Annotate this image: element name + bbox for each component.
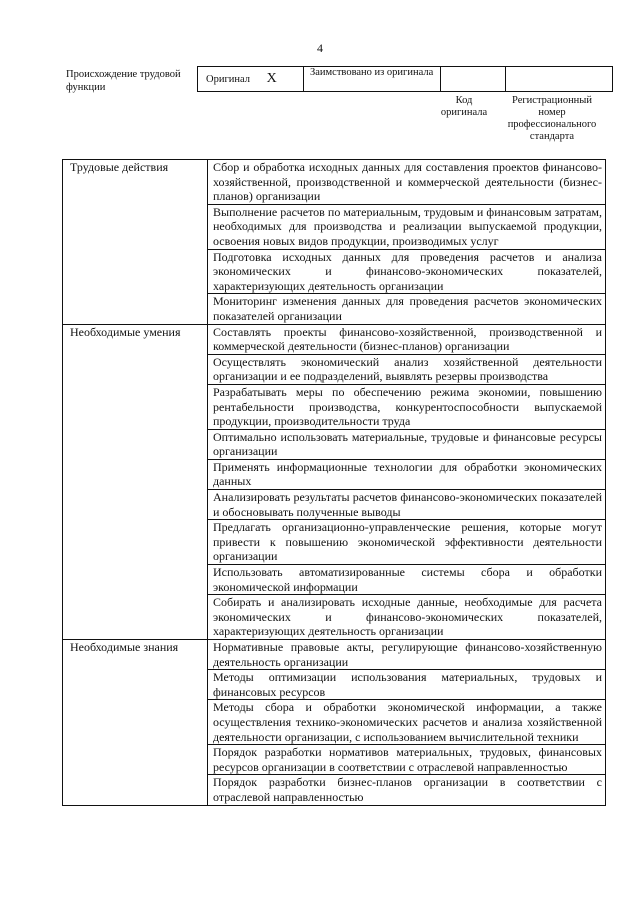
required-knowledge-label: Необходимые знания [63, 640, 208, 806]
skill-item: Составлять проекты финансово-хозяйственной, производственной и коммерческой деятельности (бизнес-планов) организации [208, 324, 606, 354]
knowledge-item: Порядок разработки нормативов материальных, трудовых, финансовых ресурсов организации в соответствии с отраслевой направленностью [208, 745, 606, 775]
original-label: Оригинал [206, 74, 250, 85]
knowledge-item: Методы сбора и обработки экономической информации, а также осуществления технико-экономических расчетов и анализа хозяйственной деятельности организации, с использованием вычислительной техники [208, 700, 606, 745]
skill-item: Собирать и анализировать исходные данные, необходимые для расчета экономических и финансово-экономических показателей, характеризующих деятельность организации [208, 595, 606, 640]
labor-action-item: Подготовка исходных данных для проведения расчетов и анализа экономических и финансово-экономических показателей, характеризующих деятельность организации [208, 249, 606, 294]
borrowed-cell [304, 67, 441, 92]
original-code-cell [441, 67, 506, 92]
required-skills-label: Необходимые умения [63, 324, 208, 639]
original-mark: X [266, 71, 277, 86]
registration-number-caption: Регистрационный номер профессионального стандарта [507, 95, 597, 142]
knowledge-item: Методы оптимизации использования материальных, трудовых и финансовых ресурсов [208, 670, 606, 700]
table-row [63, 160, 606, 205]
labor-actions-label: Трудовые действия [63, 160, 208, 325]
table-row [63, 640, 606, 670]
skill-item: Предлагать организационно-управленческие решения, которые могут привести к повышению экономической эффективности деятельности организации [208, 520, 606, 565]
labor-action-item: Мониторинг изменения данных для проведения расчетов экономических показателей организации [208, 294, 606, 324]
table-row [63, 324, 606, 354]
work-function-origin-label: Происхождение трудовой функции [66, 69, 181, 93]
function-table [62, 159, 606, 806]
borrowed-label: Заимствовано из оригинала [310, 67, 434, 78]
skill-item: Использовать автоматизированные системы сбора и обработки экономической информации [208, 565, 606, 595]
original-code-caption: Код оригинала [440, 95, 488, 118]
skill-item: Применять информационные технологии для обработки экономических данных [208, 459, 606, 489]
knowledge-item: Порядок разработки бизнес-планов организации в соответствии с отраслевой направленностью [208, 775, 606, 805]
skill-item: Осуществлять экономический анализ хозяйственной деятельности организации и ее подразделений, выявлять резервы производства [208, 354, 606, 384]
skill-item: Анализировать результаты расчетов финансово-экономических показателей и обосновывать полученные выводы [208, 490, 606, 520]
skill-item: Разрабатывать меры по обеспечению режима экономии, повышению рентабельности производства, конкурентоспособности выпускаемой продукции, производительности труда [208, 384, 606, 429]
skill-item: Оптимально использовать материальные, трудовые и финансовые ресурсы организации [208, 429, 606, 459]
page-number: 4 [317, 41, 323, 55]
labor-action-item: Сбор и обработка исходных данных для составления проектов финансово-хозяйственной, производственной и коммерческой деятельности (бизнес-планов) организации [208, 160, 606, 205]
origin-table [197, 66, 613, 92]
labor-action-item: Выполнение расчетов по материальным, трудовым и финансовым затратам, необходимых для производства и реализации выпускаемой продукции, освоения новых видов продукции, производимых услуг [208, 204, 606, 249]
registration-number-cell [506, 67, 613, 92]
original-cell [198, 67, 304, 92]
knowledge-item: Нормативные правовые акты, регулирующие финансово-хозяйственную деятельность организации [208, 640, 606, 670]
